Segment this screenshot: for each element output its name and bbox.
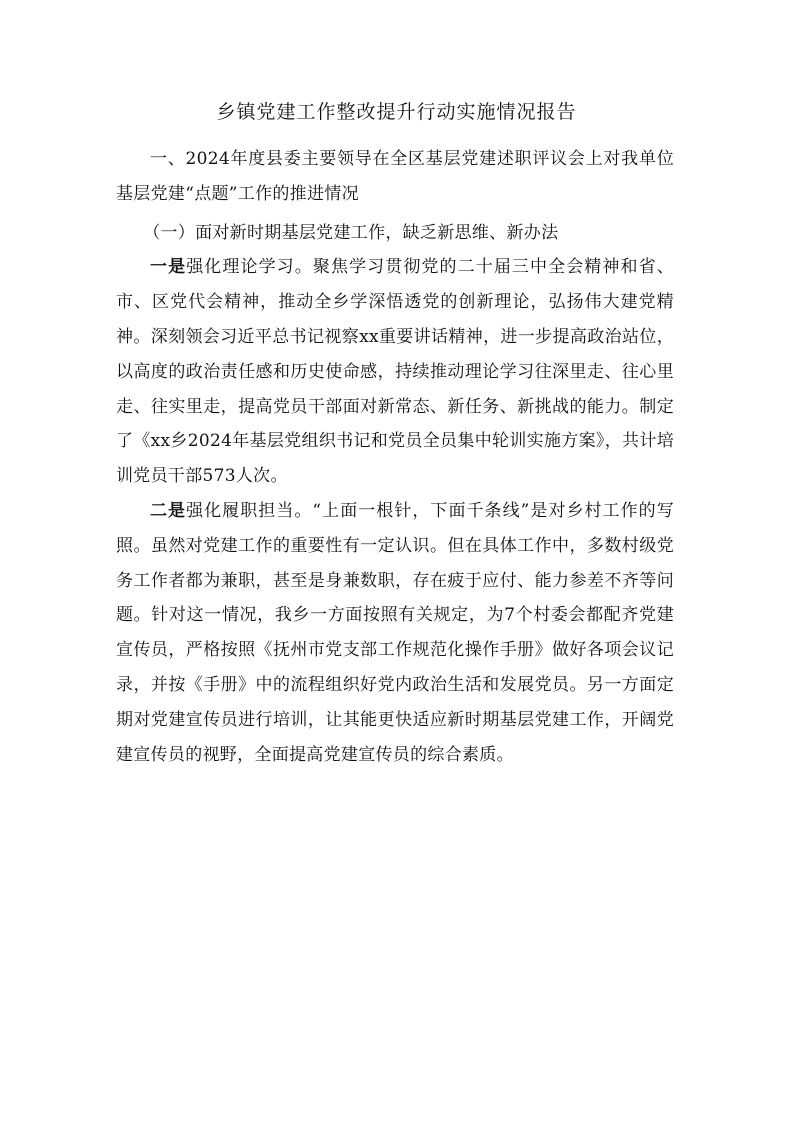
section-heading-2: （一）面对新时期基层党建工作，缺乏新思维、新办法 xyxy=(143,222,559,243)
section-heading-1: 一、2024年度县委主要领导在全区基层党建述职评议会上对我单位基层党建“点题”工作的推进情况 xyxy=(116,149,674,204)
document-body xyxy=(116,142,674,772)
document-title: 乡镇党建工作整改提升行动实施情况报告 xyxy=(216,101,577,123)
paragraph-1-text: 强化理论学习。聚焦学习贯彻党的二十届三中全会精神和省、市、区党代会精神，推动全乡学深悟透党的创新理论，弘扬伟大建党精神。深刻领会习近平总书记视察xx重要讲话精神，进一步提高政治站位，以高度的政治责任感和历史使命感，持续推动理论学习往深里走、往心里走、往实里走，提高党员干部面对新常态、新任务、新挑战的能力。制定了《xx乡2024年基层党组织书记和党员全员集中轮训实施方案》，共计培训党员干部573人次。 xyxy=(116,257,674,487)
paragraph-1 xyxy=(116,250,674,494)
paragraph-1-lead: 一是 xyxy=(150,257,187,278)
paragraph-2 xyxy=(116,494,674,772)
paragraph-2-text: 强化履职担当。“上面一根针，下面千条线”是对乡村工作的写照。虽然对党建工作的重要性有一定认识。但在具体工作中，多数村级党务工作者都为兼职，甚至是身兼数职，存在疲于应付、能力参差不齐等问题。针对这一情况，我乡一方面按照有关规定，为7个村委会都配齐党建宣传员，严格按照《抚州市党支部工作规范化操作手册》做好各项会议记录，并按《手册》中的流程组织好党内政治生活和发展党员。另一方面定期对党建宣传员进行培训，让其能更快适应新时期基层党建工作，开阔党建宣传员的视野，全面提高党建宣传员的综合素质。 xyxy=(116,500,674,765)
paragraph-2-lead: 二是 xyxy=(150,500,187,521)
